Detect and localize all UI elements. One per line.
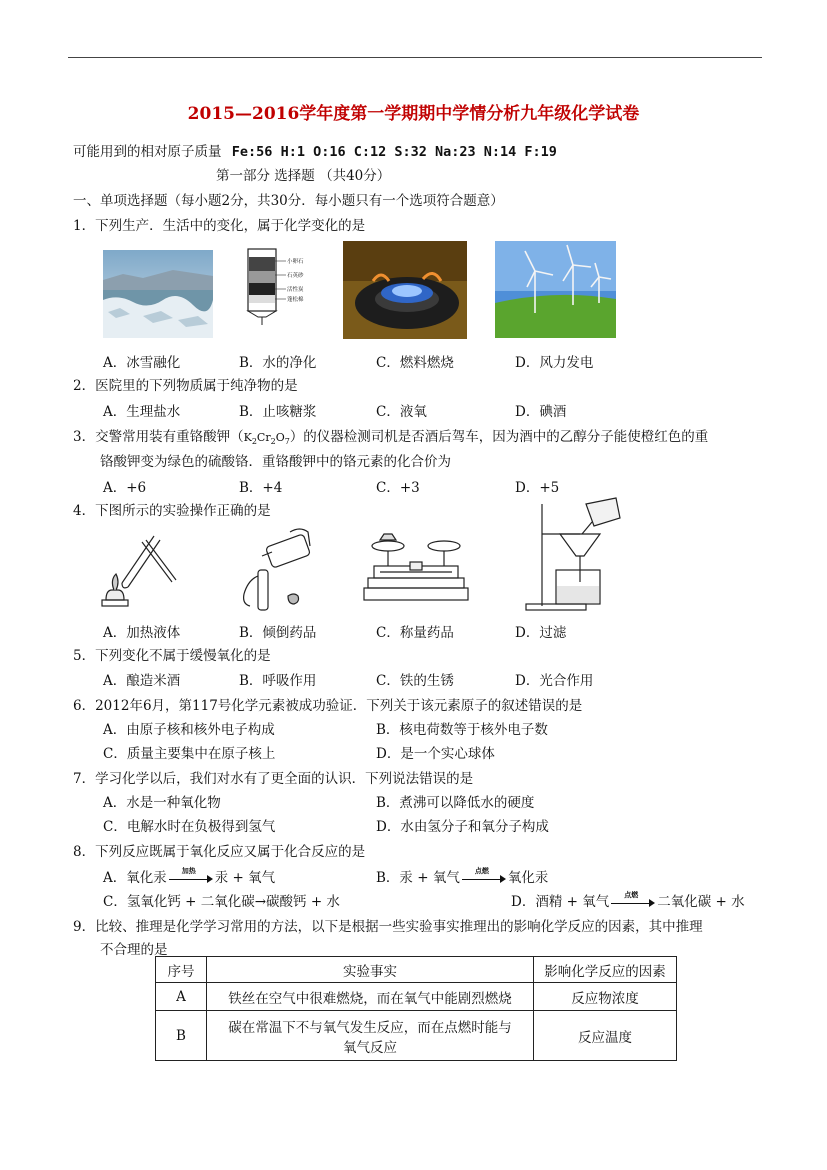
question-9-stem: 9．比较、推理是化学学习常用的方法，以下是根据一些实验事实推理出的影响化学反应的因素，其中推理 (73, 919, 703, 935)
q2-option-d: D．碘酒 (515, 404, 567, 420)
ignite-arrow-d: 点燃 (611, 898, 655, 908)
q3-option-b: B．+4 (239, 480, 283, 496)
question-3-stem-line2: 铬酸钾变为绿色的硫酸铬．重铬酸钾中的铬元素的化合价为 (100, 454, 451, 470)
header-rule (68, 57, 762, 58)
heating-liquid-diagram (92, 528, 178, 614)
q9-header-factor: 影响化学反应的因素 (534, 957, 677, 983)
q2-option-a: A．生理盐水 (103, 404, 181, 420)
atomic-mass-line (73, 140, 557, 160)
table-row (156, 1011, 677, 1061)
question-3-stem (73, 425, 708, 446)
q7-option-d: D．水由氢分子和氧分子构成 (376, 819, 549, 835)
ignite-arrow: 点燃 (462, 874, 506, 884)
q8-option-d: D．酒精 + 氧气 点燃 二氧化碳 + 水 (511, 889, 745, 910)
q4-option-b: B．倾倒药品 (239, 625, 317, 641)
q9-row-a-fact: 铁丝在空气中很难燃烧，而在氧气中能剧烈燃烧 (207, 983, 534, 1011)
q4-option-a: A．加热液体 (103, 625, 181, 641)
q5-option-a: A．酿造米酒 (103, 673, 181, 689)
question-5-stem: 5．下列变化不属于缓慢氧化的是 (73, 648, 271, 664)
q8-option-c: C．氢氧化钙 + 二氧化碳→碳酸钙 + 水 (103, 894, 340, 910)
q1-option-a: A．冰雪融化 (103, 355, 181, 371)
q6-option-a: A．由原子核和核外电子构成 (103, 722, 275, 738)
q8-option-b: B．汞 + 氧气 点燃 氧化汞 (376, 865, 549, 886)
q1-option-c: C．燃料燃烧 (376, 355, 454, 371)
q9-row-b-fact: 碳在常温下不与氧气发生反应，而在点燃时能与 氧气反应 (207, 1011, 534, 1061)
q5-option-c: C．铁的生锈 (376, 673, 454, 689)
q6-option-d: D．是一个实心球体 (376, 746, 495, 762)
question-2-stem: 2．医院里的下列物质属于纯净物的是 (73, 378, 298, 394)
q5-option-d: D．光合作用 (515, 673, 594, 689)
filtration-diagram (520, 490, 624, 614)
q7-option-a: A．水是一种氧化物 (103, 795, 221, 811)
q3-option-d: D．+5 (515, 480, 560, 496)
question-8-stem: 8．下列反应既属于氧化反应又属于化合反应的是 (73, 844, 366, 860)
heat-arrow: 加热 (169, 874, 213, 884)
filter-label-sand: 石英砂 (287, 273, 304, 279)
filter-label-cotton: 蓬松棉 (287, 297, 304, 303)
q4-option-c: C．称量药品 (376, 625, 454, 641)
question-9-stem-line2: 不合理的是 (100, 942, 168, 958)
q9-row-a-factor: 反应物浓度 (534, 983, 677, 1011)
water-filter-diagram (242, 245, 320, 330)
q6-option-b: B．核电荷数等于核外电子数 (376, 722, 548, 738)
q5-option-b: B．呼吸作用 (239, 673, 317, 689)
question-1-stem: 1．下列生产．生活中的变化，属于化学变化的是 (73, 218, 366, 234)
part-heading: 第一部分 选择题 （共40分） (216, 168, 391, 184)
q9-table (155, 956, 677, 1061)
q7-option-c: C．电解水时在负极得到氢气 (103, 819, 276, 835)
wind-turbines-image (495, 241, 616, 338)
question-6-stem: 6．2012年6月，第117号化学元素被成功验证．下列关于该元素原子的叙述错误的是 (73, 698, 583, 714)
table-row (156, 983, 677, 1011)
q9-row-a-id: A (156, 983, 207, 1011)
q3-option-a: A．+6 (103, 480, 147, 496)
q9-header-fact: 实验事实 (207, 957, 534, 983)
q3-option-c: C．+3 (376, 480, 420, 496)
ice-melting-image (103, 250, 213, 338)
exam-title: 2015—2016学年度第一学期期中学情分析九年级化学试卷 (187, 104, 640, 124)
filter-label-carbon: 活性炭 (287, 287, 304, 293)
question-7-stem: 7．学习化学以后，我们对水有了更全面的认识．下列说法错误的是 (73, 771, 474, 787)
dichromate-formula: $K_2Cr_2O_7$ (243, 431, 290, 447)
atomic-mass-label: 可能用到的相对原子质量 (73, 144, 222, 160)
section-heading: 一、单项选择题（每小题2分，共30分．每小题只有一个选项符合题意） (73, 193, 504, 209)
q6-option-c: C．质量主要集中在原子核上 (103, 746, 276, 762)
gas-flame-image (343, 241, 467, 339)
q9-header-id: 序号 (156, 957, 207, 983)
pouring-reagent-diagram (228, 524, 324, 616)
q1-option-b: B．水的净化 (239, 355, 317, 371)
q3-stem-post: ）的仪器检测司机是否酒后驾车，因为酒中的乙醇分子能使橙红色的重 (289, 429, 709, 445)
q2-option-b: B．止咳糖浆 (239, 404, 317, 420)
q7-option-b: B．煮沸可以降低水的硬度 (376, 795, 535, 811)
q9-row-b-factor: 反应温度 (534, 1011, 677, 1061)
question-4-stem: 4．下图所示的实验操作正确的是 (73, 503, 271, 519)
filter-label-pebbles: 小卵石 (287, 259, 304, 265)
atomic-mass-values: Fe:56 H:1 O:16 C:12 S:32 Na:23 N:14 F:19 (231, 144, 557, 160)
q8-option-a: A．氧化汞 加热 汞 + 氧气 (103, 865, 276, 886)
q1-option-d: D．风力发电 (515, 355, 594, 371)
q9-row-b-id: B (156, 1011, 207, 1061)
q3-stem-pre: 3．交警常用装有重铬酸钾（ (73, 429, 244, 445)
q2-option-c: C．液氧 (376, 404, 427, 420)
balance-scale-diagram (360, 532, 472, 610)
q4-option-d: D．过滤 (515, 625, 567, 641)
